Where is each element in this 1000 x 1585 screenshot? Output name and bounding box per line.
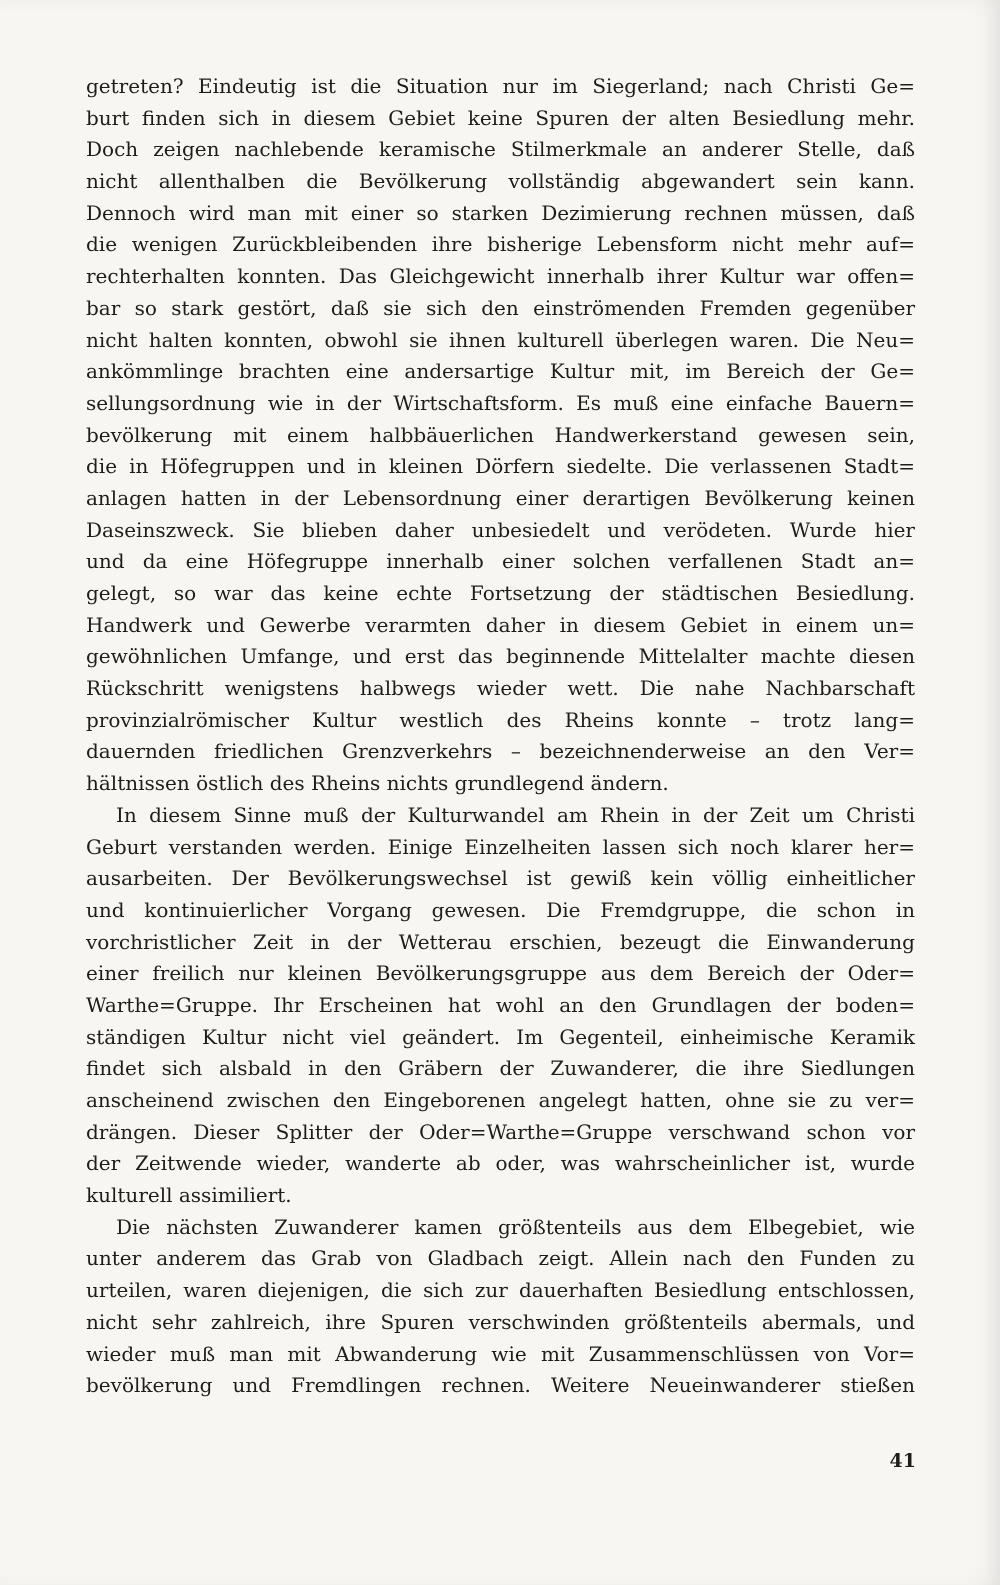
paragraph-1 [86,71,915,800]
text-line: Handwerk und Gewerbe verarmten daher in diesem Gebiet in einem un= [86,612,915,637]
text-line: gelegt, so war das keine echte Fortsetzung der städtischen Besiedlung. [86,581,915,605]
text-line: nicht allenthalben die Bevölkerung vollständig abgewandert sein kann. [86,169,915,194]
text-line: sellungsordnung wie in der Wirtschaftsform. Es muß eine einfache Bauern= [86,390,915,415]
paragraph-2 [86,800,915,1212]
text-line: ankömmlinge brachten eine andersartige Kultur mit, im Bereich der Ge= [86,359,915,384]
text-line: burt finden sich in diesem Gebiet keine Spuren der alten Besiedlung mehr. [86,105,915,130]
text-line: und da eine Höfegruppe innerhalb einer solchen verfallenen Stadt an= [86,549,915,574]
text-line: drängen. Dieser Splitter der Oder=Warthe=Gruppe verschwand schon vor [86,1119,915,1144]
text-line: und kontinuierlicher Vorgang gewesen. Die Fremdgruppe, die schon in [86,897,915,922]
text-line: Die nächsten Zuwanderer kamen größtenteils aus dem Elbegebiet, wie [116,1214,915,1239]
text-line: anscheinend zwischen den Eingeborenen angelegt hatten, ohne sie zu ver= [86,1088,915,1112]
text-line: Daseinszweck. Sie blieben daher unbesiedelt und verödeten. Wurde hier [86,517,915,542]
text-line: Doch zeigen nachlebende keramische Stilmerkmale an anderer Stelle, daß [86,137,915,162]
text-line: kulturell assimiliert. [86,1183,292,1208]
text-line: Geburt verstanden werden. Einige Einzelheiten lassen sich noch klarer her= [86,834,915,859]
text-line: urteilen, waren diejenigen, die sich zur dauerhaften Besiedlung entschlossen, [86,1278,915,1303]
text-line: gewöhnlichen Umfange, und erst das beginnende Mittelalter machte diesen [86,644,915,669]
text-line: vorchristlicher Zeit in der Wetterau erschien, bezeugt die Einwanderung [86,929,915,954]
text-line: provinzialrömischer Kultur westlich des Rheins konnte – trotz lang= [86,707,915,732]
text-line: Rückschritt wenigstens halbwegs wieder wett. Die nahe Nachbarschaft [86,676,915,701]
page-number: 41 [889,1450,916,1472]
text-line: rechterhalten konnten. Das Gleichgewicht innerhalb ihrer Kultur war offen= [86,264,915,289]
text-line: die wenigen Zurückbleibenden ihre bisherige Lebensform nicht mehr auf= [86,232,915,257]
paragraph-3 [86,1212,915,1402]
text-line: Dennoch wird man mit einer so starken Dezimierung rechnen müssen, daß [86,200,915,225]
text-line: bevölkerung und Fremdlingen rechnen. Weitere Neueinwanderer stießen [86,1373,915,1398]
body-text [86,71,915,1402]
text-line: In diesem Sinne muß der Kulturwandel am Rhein in der Zeit um Christi [116,802,915,827]
text-line: getreten? Eindeutig ist die Situation nur im Siegerland; nach Christi Ge= [86,74,915,98]
text-line: der Zeitwende wieder, wanderte ab oder, was wahrscheinlicher ist, wurde [86,1151,915,1176]
text-line: nicht halten konnten, obwohl sie ihnen kulturell überlegen waren. Die Neu= [86,327,915,352]
text-line: dauernden friedlichen Grenzverkehrs – bezeichnenderweise an den Ver= [86,739,915,764]
text-line: ausarbeiten. Der Bevölkerungswechsel ist gewiß kein völlig einheitlicher [86,866,915,891]
text-line: Warthe=Gruppe. Ihr Erscheinen hat wohl an den Grundlagen der boden= [86,992,915,1017]
text-line: wieder muß man mit Abwanderung wie mit Zusammenschlüssen von Vor= [86,1341,915,1366]
text-line: bar so stark gestört, daß sie sich den einströmenden Fremden gegenüber [86,295,915,320]
text-line: bevölkerung mit einem halbbäuerlichen Handwerkerstand gewesen sein, [86,422,915,447]
text-line: die in Höfegruppen und in kleinen Dörfern siedelte. Die verlassenen Stadt= [86,454,915,479]
text-line: unter anderem das Grab von Gladbach zeigt. Allein nach den Funden zu [86,1246,915,1271]
text-line: findet sich alsbald in den Gräbern der Zuwanderer, die ihre Siedlungen [86,1056,915,1081]
text-line: anlagen hatten in der Lebensordnung einer derartigen Bevölkerung keinen [86,485,915,510]
text-line: einer freilich nur kleinen Bevölkerungsgruppe aus dem Bereich der Oder= [86,961,915,986]
text-line: hältnissen östlich des Rheins nichts grundlegend ändern. [86,771,669,796]
text-line: nicht sehr zahlreich, ihre Spuren verschwinden größtenteils abermals, und [86,1309,915,1334]
text-line: ständigen Kultur nicht viel geändert. Im Gegenteil, einheimische Keramik [86,1024,915,1049]
